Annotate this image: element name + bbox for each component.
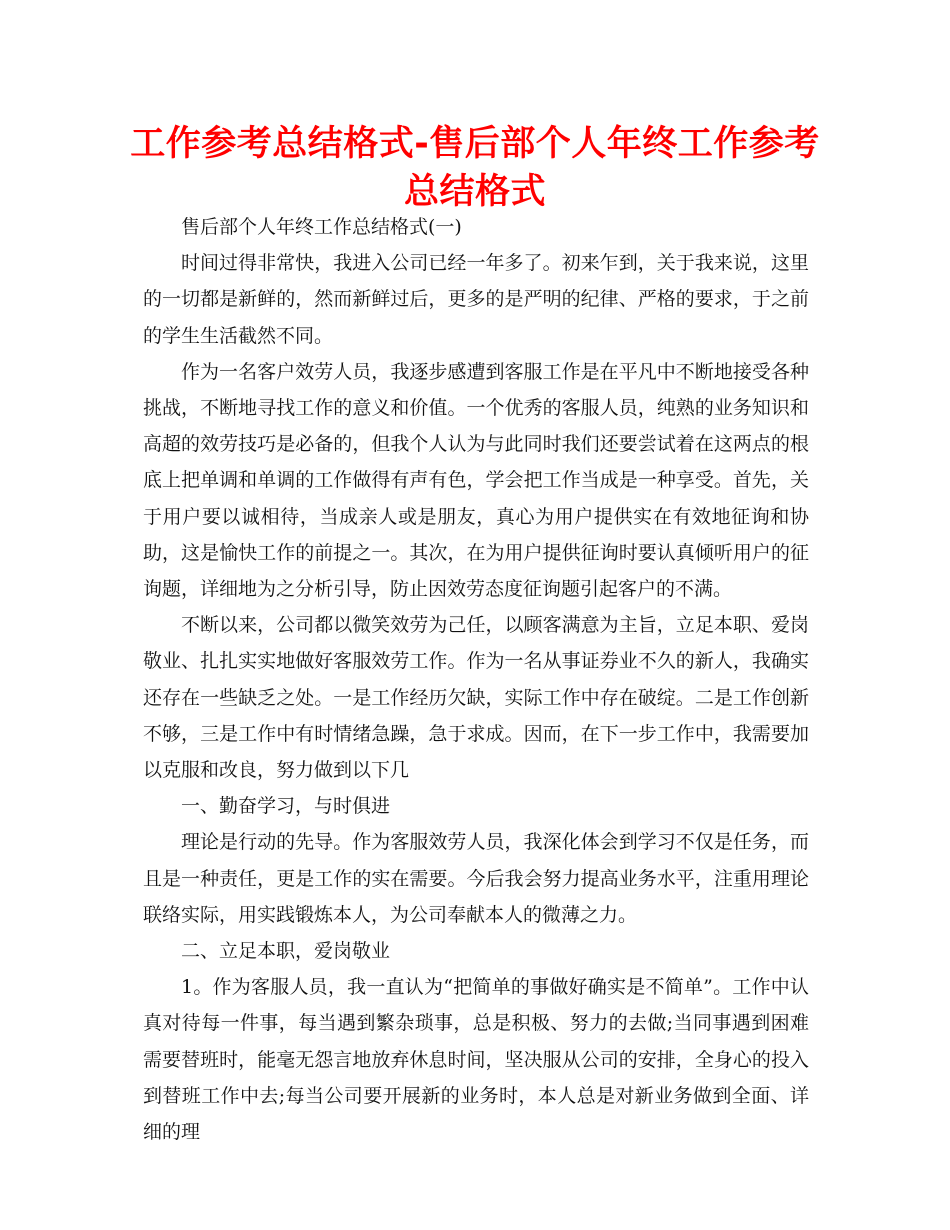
paragraph: 时间过得非常快，我进入公司已经一年多了。初来乍到，关于我来说，这里的一切都是新鲜的，然而新鲜过后，更多的是严明的纪律、严格的要求，于之前的学生生活截然不同。 [143,252,809,347]
paragraph: 理论是行动的先导。作为客服效劳人员，我深化体会到学习不仅是任务，而且是一种责任，更是工作的实在需要。今后我会努力提高业务水平，注重用理论联络实际，用实践锻炼本人，为公司奉献本人的微薄之力。 [143,831,809,926]
section-heading: 一、勤奋学习，与时俱进 [181,795,391,818]
paragraph: 作为一名客户效劳人员，我逐步感遭到客服工作是在平凡中不断地接受各种挑战，不断地寻找工作的意义和价值。一个优秀的客服人员，纯熟的业务知识和高超的效劳技巧是必备的，但我个人认为与此同时我们还要尝试着在这两点的根底上把单调和单调的工作做得有声有色，学会把工作当成是一种享受。首先，关于用户要以诚相待，当成亲人或是朋友，真心为用户提供实在有效地征询和协助，这是愉快工作的前提之一。其次，在为用户提供征询时要认真倾听用户的征询题，详细地为之分析引导，防止因效劳态度征询题引起客户的不满。 [143,360,809,601]
paragraph: 1。作为客服人员，我一直认为“把简单的事做好确实是不简单”。工作中认真对待每一件事，每当遇到繁杂琐事，总是积极、努力的去做;当同事遇到困难需要替班时，能毫无怨言地放弃休息时间，坚决服从公司的安排，全身心的投入到替班工作中去;每当公司要开展新的业务时，本人总是对新业务做到全面、详细的理 [143,976,809,1144]
section-heading: 二、立足本职，爱岗敬业 [181,940,391,963]
paragraph: 不断以来，公司都以微笑效劳为己任，以顾客满意为主旨，立足本职、爱岗敬业、扎扎实实地做好客服效劳工作。作为一名从事证券业不久的新人，我确实还存在一些缺乏之处。一是工作经历欠缺，实际工作中存在破绽。二是工作创新不够，三是工作中有时情绪急躁，急于求成。因而，在下一步工作中，我需要加以克服和改良，努力做到以下几 [143,614,809,782]
section-heading: 售后部个人年终工作总结格式(一) [181,216,462,238]
page-title: 工作参考总结格式-售后部个人年终工作参考总结格式 [130,124,820,212]
document-body [143,209,809,1150]
